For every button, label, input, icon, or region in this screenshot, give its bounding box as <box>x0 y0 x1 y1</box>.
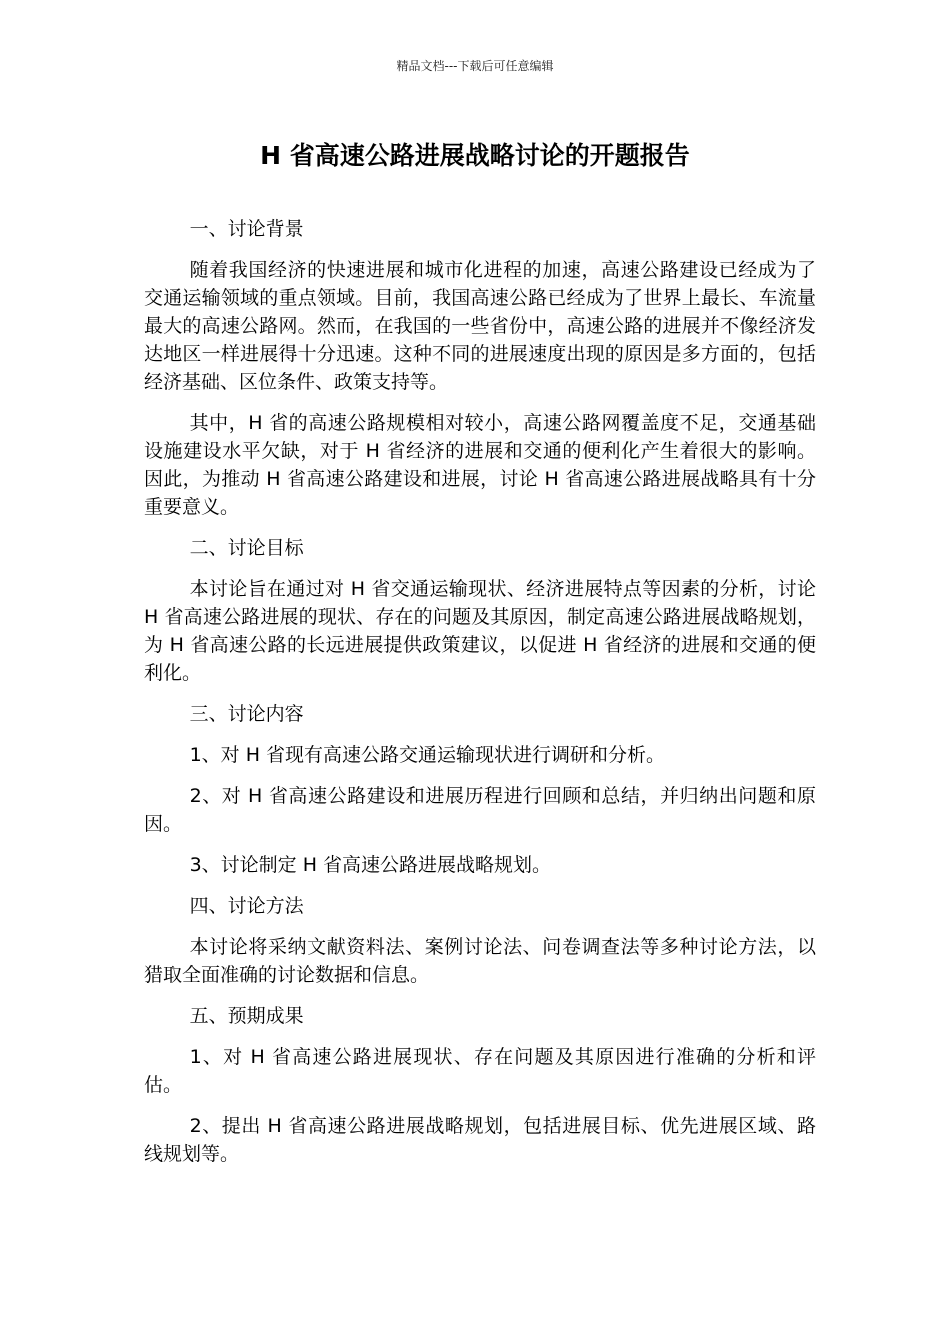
list-item-content-2: 2、对 H 省高速公路建设和进展历程进行回顾和总结，并归纳出问题和原因。 <box>144 785 816 835</box>
section-heading-objectives: 二、讨论目标 <box>189 537 304 559</box>
list-item-content-3: 3、讨论制定 H 省高速公路进展战略规划。 <box>189 854 552 876</box>
list-item-outcomes-1: 1、对 H 省高速公路进展现状、存在问题及其原因进行准确的分析和评估。 <box>144 1046 816 1096</box>
paragraph-background-1: 随着我国经济的快速进展和城市化进程的加速，高速公路建设已经成为了交通运输领域的重点领域。目前，我国高速公路已经成为了世界上最长、车流量最大的高速公路网。然而，在我国的一些省份中，高速公路的进展并不像经济发达地区一样进展得十分迅速。这种不同的进展速度出现的原因是多方面的，包括经济基础、区位条件、政策支持等。 <box>144 259 816 393</box>
section-heading-content: 三、讨论内容 <box>189 703 304 725</box>
paragraph-objectives: 本讨论旨在通过对 H 省交通运输现状、经济进展特点等因素的分析，讨论 H 省高速公路进展的现状、存在的问题及其原因，制定高速公路进展战略规划，为 H 省高速公路的长远进展提供政策建议，以促进 H 省经济的进展和交通的便利化。 <box>144 578 816 684</box>
header-note: 精品文档---下载后可任意编辑 <box>396 59 554 73</box>
paragraph-background-2: 其中，H 省的高速公路规模相对较小，高速公路网覆盖度不足，交通基础设施建设水平欠缺，对于 H 省经济的进展和交通的便利化产生着很大的影响。因此，为推动 H 省高速公路建设和进展，讨论 H 省高速公路进展战略具有十分重要意义。 <box>144 412 816 518</box>
section-heading-background: 一、讨论背景 <box>189 218 304 240</box>
list-item-outcomes-2: 2、提出 H 省高速公路进展战略规划，包括进展目标、优先进展区域、路线规划等。 <box>144 1115 816 1165</box>
section-heading-outcomes: 五、预期成果 <box>189 1005 304 1027</box>
paragraph-methods: 本讨论将采纳文献资料法、案例讨论法、问卷调查法等多种讨论方法，以猎取全面准确的讨论数据和信息。 <box>144 936 816 986</box>
document-body <box>144 215 816 1181</box>
list-item-content-1: 1、对 H 省现有高速公路交通运输现状进行调研和分析。 <box>189 744 666 766</box>
document-title: H 省高速公路进展战略讨论的开题报告 <box>260 141 690 170</box>
section-heading-methods: 四、讨论方法 <box>189 895 304 917</box>
